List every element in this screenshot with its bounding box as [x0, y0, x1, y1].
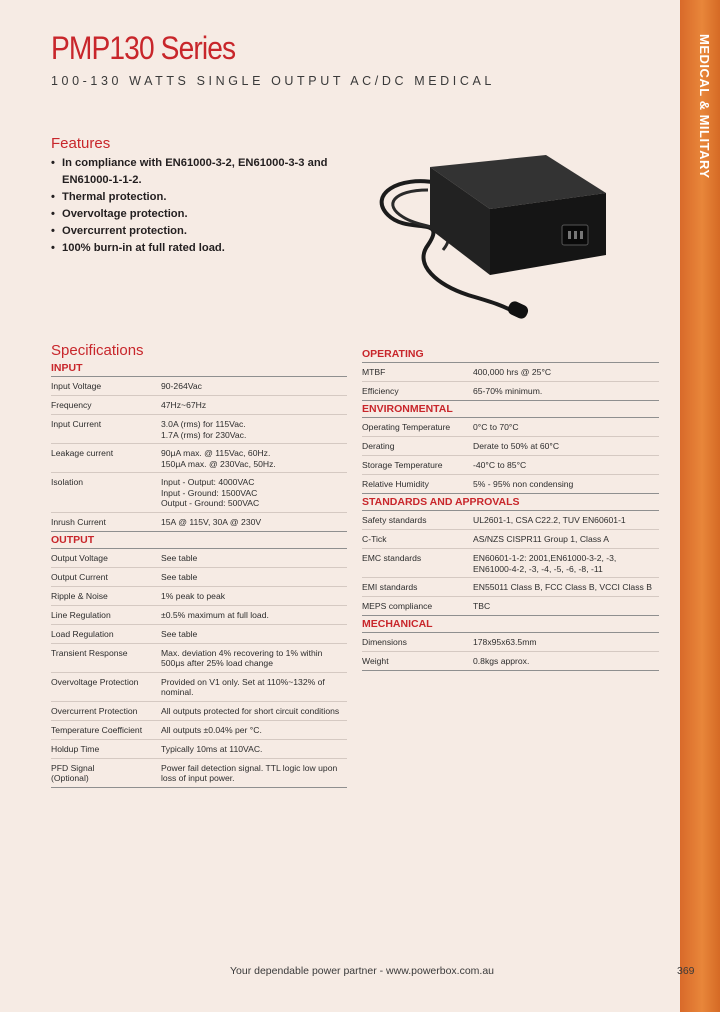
spec-param: Inrush Current	[51, 516, 106, 527]
spec-param: Derating	[362, 441, 395, 451]
spec-param: Weight	[362, 656, 389, 666]
spec-row	[362, 363, 659, 382]
spec-row	[51, 513, 347, 532]
spec-row	[51, 396, 347, 415]
spec-row	[51, 473, 347, 513]
spec-param: Output Current	[51, 571, 108, 582]
spec-value: 1% peak to peak	[161, 590, 226, 601]
spec-row	[362, 549, 659, 578]
spec-param: Transient Response	[51, 647, 128, 658]
spec-value: 0.8kgs approx.	[473, 656, 530, 666]
page-number: 369	[677, 965, 695, 977]
spec-row	[362, 652, 659, 671]
specs-left-column	[51, 360, 347, 788]
spec-param: Safety standards	[362, 515, 427, 525]
spec-value: 0°C to 70°C	[473, 422, 519, 432]
spec-param: Operating Temperature	[362, 422, 451, 432]
spec-param: Holdup Time	[51, 743, 100, 754]
section-title-output: OUTPUT	[51, 532, 347, 549]
spec-row	[362, 578, 659, 597]
spec-param: MTBF	[362, 367, 386, 377]
spec-param: Input Current	[51, 419, 102, 429]
spec-param: Output Voltage	[51, 552, 108, 563]
spec-param: Relative Humidity	[362, 479, 429, 489]
spec-param: PFD Signal (Optional)	[51, 762, 95, 783]
spec-row	[51, 415, 347, 444]
spec-param: Input Voltage	[51, 381, 102, 391]
spec-value: AS/NZS CISPR11 Group 1, Class A	[473, 534, 609, 544]
page-subtitle: 100-130 WATTS SINGLE OUTPUT AC/DC MEDICAL	[51, 74, 495, 88]
spec-row	[362, 437, 659, 456]
spec-row	[51, 625, 347, 644]
spec-row	[362, 597, 659, 616]
spec-value: Max. deviation 4% recovering to 1% within 500μs after 25% load change	[161, 647, 323, 668]
spec-value: 90-264Vac	[161, 381, 202, 391]
feature-item: • In compliance with EN61000-3-2, EN61000-3-3 and EN61000-1-1-2.	[51, 155, 351, 189]
spec-row	[51, 673, 347, 702]
spec-row	[51, 587, 347, 606]
spec-value: 178x95x63.5mm	[473, 637, 537, 647]
spec-value: See table	[161, 628, 198, 639]
spec-value: Provided on V1 only. Set at 110%~132% of nominal.	[161, 676, 325, 697]
specifications-heading: Specifications	[51, 342, 144, 359]
spec-value: EN60601-1-2: 2001,EN61000-3-2, -3, EN61000-4-2, -3, -4, -5, -6, -8, -11	[473, 553, 617, 574]
spec-row	[362, 475, 659, 494]
section-title-operating: OPERATING	[362, 346, 659, 363]
section-title-mechanical: MECHANICAL	[362, 616, 659, 633]
spec-param: Storage Temperature	[362, 460, 443, 470]
feature-item: • 100% burn-in at full rated load.	[51, 240, 351, 257]
spec-value: 3.0A (rms) for 115Vac. 1.7A (rms) for 230Vac.	[161, 419, 247, 440]
spec-row	[51, 721, 347, 740]
spec-value: 400,000 hrs @ 25°C	[473, 367, 552, 377]
spec-row	[362, 511, 659, 530]
spec-param: Overvoltage Protection	[51, 676, 139, 687]
spec-row	[362, 530, 659, 549]
spec-param: MEPS compliance	[362, 601, 433, 611]
spec-value: 47Hz~67Hz	[161, 400, 207, 410]
spec-param: EMC standards	[362, 553, 422, 563]
spec-param: Overcurrent Protection	[51, 705, 138, 716]
spec-param: Load Regulation	[51, 628, 114, 639]
spec-value: 15A @ 115V, 30A @ 230V	[161, 516, 262, 527]
section-title-input: INPUT	[51, 360, 347, 377]
spec-row	[51, 644, 347, 673]
feature-item: • Overcurrent protection.	[51, 223, 351, 240]
spec-value: See table	[161, 571, 198, 582]
spec-row	[51, 568, 347, 587]
spec-param: Ripple & Noise	[51, 590, 108, 601]
spec-param: Line Regulation	[51, 609, 111, 620]
spec-value: Power fail detection signal. TTL logic low upon loss of input power.	[161, 762, 338, 783]
spec-value: Input - Output: 4000VAC Input - Ground: 1500VAC Output - Ground: 500VAC	[161, 477, 260, 508]
spec-value: 65-70% minimum.	[473, 386, 543, 396]
spec-param: Leakage current	[51, 448, 114, 458]
spec-value: EN55011 Class B, FCC Class B, VCCI Class B	[473, 582, 652, 592]
spec-value: Derate to 50% at 60°C	[473, 441, 560, 451]
spec-value: 5% - 95% non condensing	[473, 479, 574, 489]
spec-value: ±0.5% maximum at full load.	[161, 609, 269, 620]
spec-value: UL2601-1, CSA C22.2, TUV EN60601-1	[473, 515, 626, 525]
page-title: PMP130 Series	[51, 30, 236, 66]
features-heading: Features	[51, 135, 111, 152]
section-title-standards: STANDARDS AND APPROVALS	[362, 494, 659, 511]
spec-row	[362, 382, 659, 401]
spec-value: All outputs ±0.04% per °C.	[161, 724, 262, 735]
spec-value: TBC	[473, 601, 491, 611]
spec-value: -40°C to 85°C	[473, 460, 527, 470]
spec-param: Temperature Coefficient	[51, 724, 143, 735]
spec-row	[362, 456, 659, 475]
feature-item: • Overvoltage protection.	[51, 206, 351, 223]
power-supply-image	[368, 145, 608, 325]
footer-tagline: Your dependable power partner - www.powerbox.com.au	[230, 965, 495, 977]
spec-value: 90μA max. @ 115Vac, 60Hz. 150μA max. @ 230Vac, 50Hz.	[161, 448, 276, 469]
spec-row	[362, 418, 659, 437]
spec-param: Isolation	[51, 477, 84, 487]
spec-row	[51, 759, 347, 788]
spec-param: Dimensions	[362, 637, 407, 647]
spec-param: C-Tick	[362, 534, 387, 544]
spec-param: Frequency	[51, 400, 92, 410]
spec-row	[51, 606, 347, 625]
spec-param: EMI standards	[362, 582, 418, 592]
spec-value: All outputs protected for short circuit conditions	[161, 705, 340, 716]
section-title-environmental: ENVIRONMENTAL	[362, 401, 659, 418]
spec-value: See table	[161, 552, 198, 563]
spec-row	[51, 377, 347, 396]
spec-row	[362, 633, 659, 652]
specs-right-column	[362, 346, 659, 671]
spec-param: Efficiency	[362, 386, 399, 396]
feature-item: • Thermal protection.	[51, 189, 351, 206]
spec-value: Typically 10ms at 110VAC.	[161, 743, 263, 754]
spec-row	[51, 549, 347, 568]
spec-row	[51, 740, 347, 759]
side-banner-label: MEDICAL & MILITARY	[697, 34, 712, 179]
spec-row	[51, 702, 347, 721]
spec-row	[51, 444, 347, 473]
features-list	[51, 155, 351, 257]
